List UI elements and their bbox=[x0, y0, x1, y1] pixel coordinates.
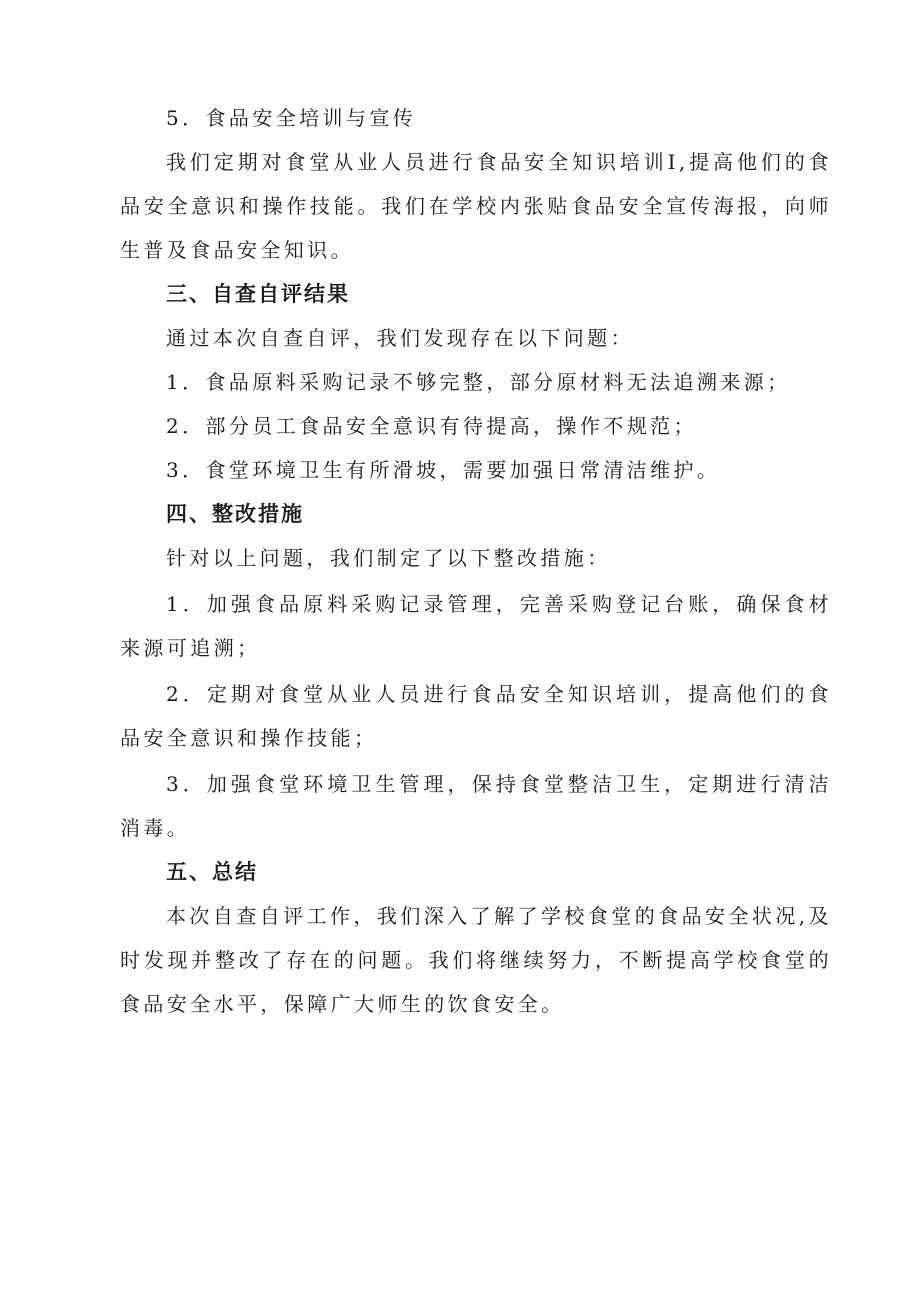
finding-item-3: 3．食堂环境卫生有所滑坡，需要加强日常清洁维护。 bbox=[166, 458, 721, 482]
rectification-item-3: 3．加强食堂环境卫生管理，保持食堂整洁卫生，定期进行清洁消毒。 bbox=[120, 772, 832, 840]
training-item-title: 5．食品安全培训与宣传 bbox=[166, 106, 417, 130]
rectification-intro: 针对以上问题，我们制定了以下整改措施： bbox=[166, 546, 611, 570]
section-heading-self-evaluation: 三、自查自评结果 bbox=[166, 282, 350, 306]
section-heading-summary: 五、总结 bbox=[166, 860, 258, 884]
summary-paragraph: 本次自查自评工作，我们深入了解了学校食堂的食品安全状况,及时发现并整改了存在的问题。我们将继续努力，不断提高学校食堂的食品安全水平，保障广大师生的饮食安全。 bbox=[120, 904, 832, 1016]
finding-item-2: 2．部分员工食品安全意识有待提高，操作不规范； bbox=[166, 414, 697, 438]
document-page bbox=[120, 96, 832, 1026]
finding-item-1: 1．食品原料采购记录不够完整，部分原材料无法追溯来源； bbox=[166, 370, 791, 394]
rectification-item-1: 1．加强食品原料采购记录管理，完善采购登记台账，确保食材来源可追溯； bbox=[120, 592, 832, 660]
findings-intro: 通过本次自查自评，我们发现存在以下问题： bbox=[166, 326, 634, 350]
training-paragraph: 我们定期对食堂从业人员进行食品安全知识培训I,提高他们的食品安全意识和操作技能。我们在学校内张贴食品安全宣传海报，向师生普及食品安全知识。 bbox=[120, 150, 832, 262]
section-heading-rectification: 四、整改措施 bbox=[166, 502, 304, 526]
rectification-item-2: 2．定期对食堂从业人员进行食品安全知识培训，提高他们的食品安全意识和操作技能； bbox=[120, 682, 832, 750]
